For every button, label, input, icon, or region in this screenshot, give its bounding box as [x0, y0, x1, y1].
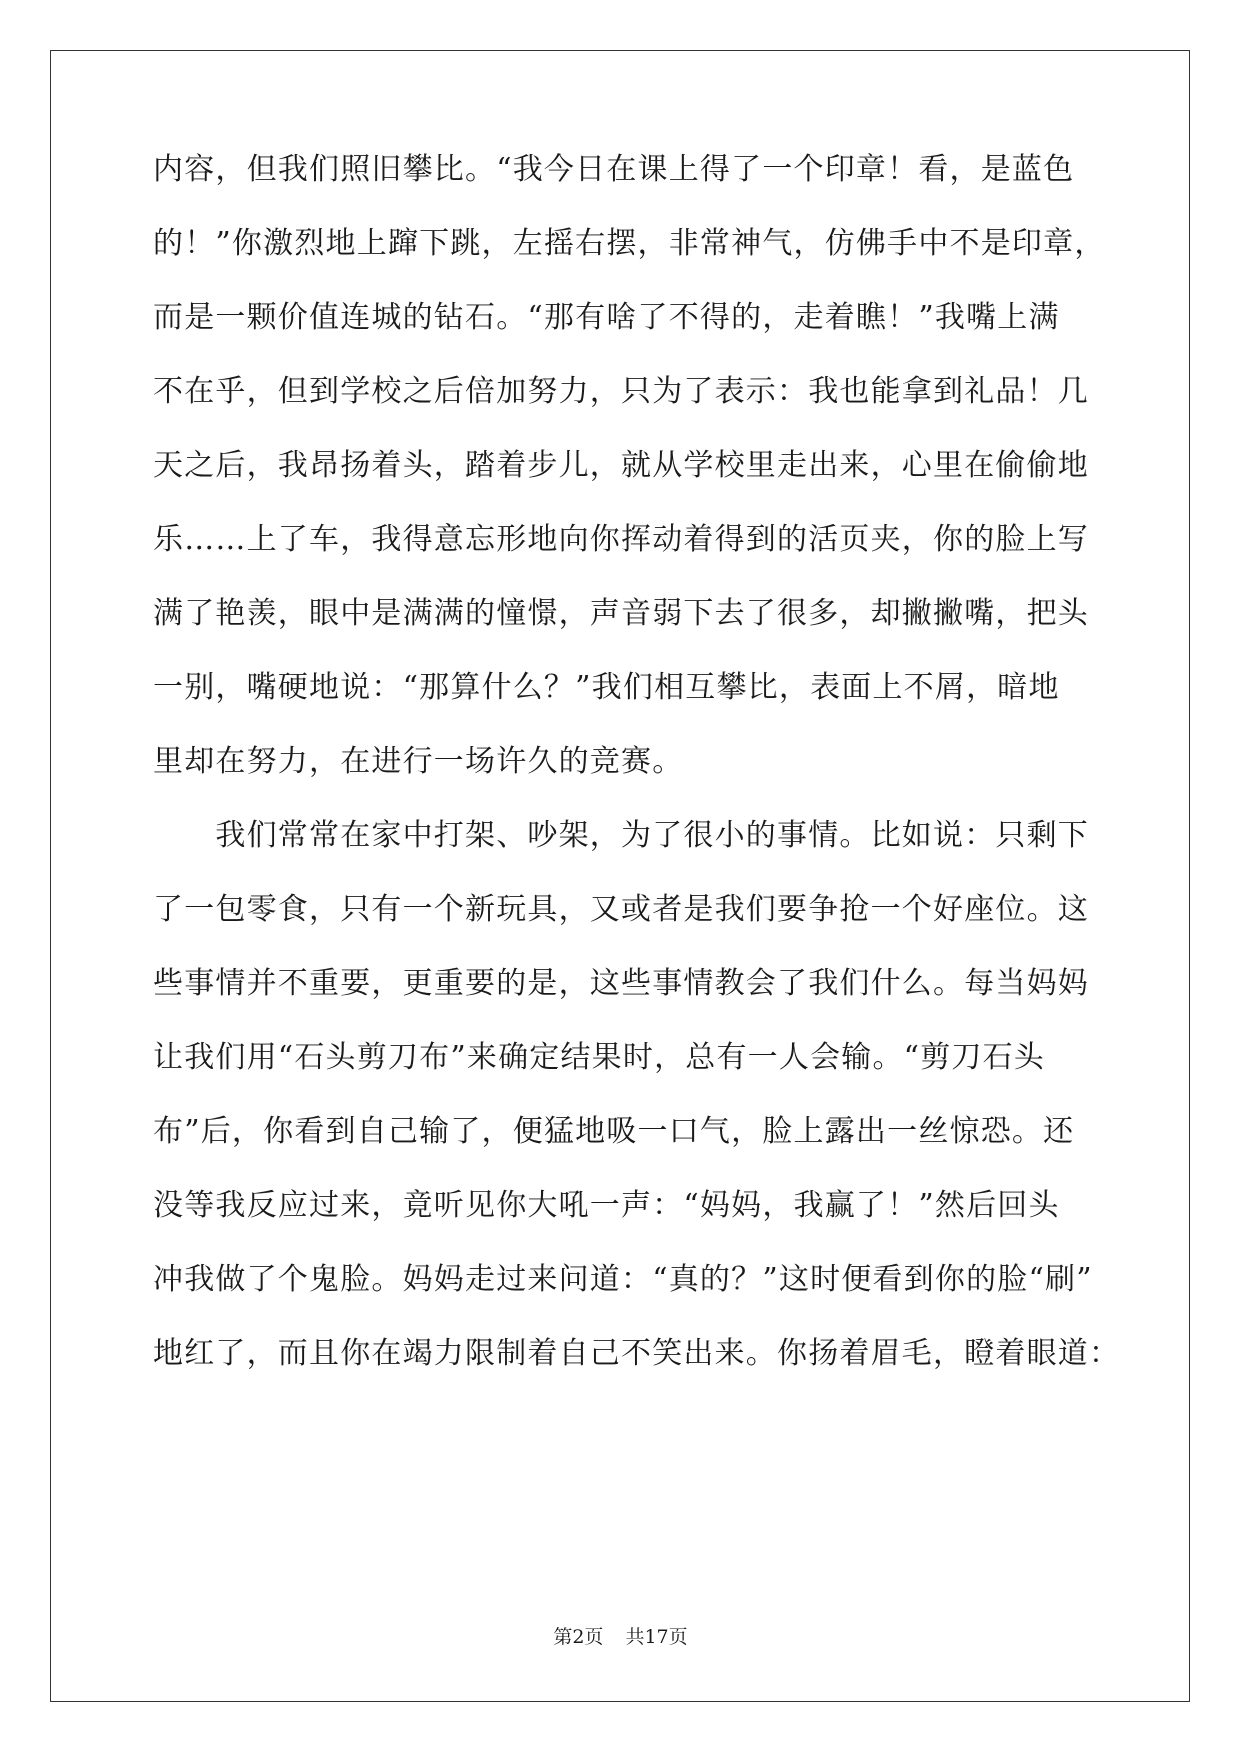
- text-line: 布”后，你看到自己输了，便猛地吸一口气，脸上露出一丝惊恐。还: [153, 1114, 1075, 1149]
- text-line: 没等我反应过来，竟听见你大吼一声：“妈妈，我赢了！”然后回头: [153, 1188, 1060, 1223]
- page-number: 第2页: [553, 1626, 604, 1648]
- text-line: 里却在努力，在进行一场许久的竞赛。: [153, 744, 684, 779]
- text-line: 我们常常在家中打架、吵架，为了很小的事情。比如说：只剩下: [153, 818, 1089, 853]
- page-footer: [0, 1625, 1241, 1649]
- text-line: 了一包零食，只有一个新玩具，又或者是我们要争抢一个好座位。这: [153, 892, 1089, 927]
- text-line: 不在乎，但到学校之后倍加努力，只为了表示：我也能拿到礼品！几: [153, 374, 1089, 409]
- text-line: 内容，但我们照旧攀比。“我今日在课上得了一个印章！看，是蓝色: [153, 152, 1075, 187]
- text-line: 让我们用“石头剪刀布”来确定结果时，总有一人会输。“剪刀石头: [153, 1040, 1046, 1075]
- text-line: 些事情并不重要，更重要的是，这些事情教会了我们什么。每当妈妈: [153, 966, 1089, 1001]
- text-line: 满了艳羡，眼中是满满的憧憬，声音弱下去了很多，却撇撇嘴，把头: [153, 596, 1089, 631]
- text-line: 而是一颗价值连城的钻石。“那有啥了不得的，走着瞧！”我嘴上满: [153, 300, 1060, 335]
- text-line: 乐……上了车，我得意忘形地向你挥动着得到的活页夹，你的脸上写: [153, 522, 1089, 557]
- text-line: 天之后，我昂扬着头，踏着步儿，就从学校里走出来，心里在偷偷地: [153, 448, 1089, 483]
- text-line: 地红了，而且你在竭力限制着自己不笑出来。你扬着眉毛，瞪着眼道：: [153, 1336, 1121, 1371]
- page-total: 共17页: [625, 1626, 688, 1648]
- text-line: 冲我做了个鬼脸。妈妈走过来问道：“真的？”这时便看到你的脸“刷”: [153, 1262, 1093, 1297]
- text-line: 一别，嘴硬地说：“那算什么？”我们相互攀比，表面上不屑，暗地: [153, 670, 1060, 705]
- text-line: 的！”你激烈地上蹿下跳，左摇右摆，非常神气，仿佛手中不是印章，: [153, 226, 1106, 261]
